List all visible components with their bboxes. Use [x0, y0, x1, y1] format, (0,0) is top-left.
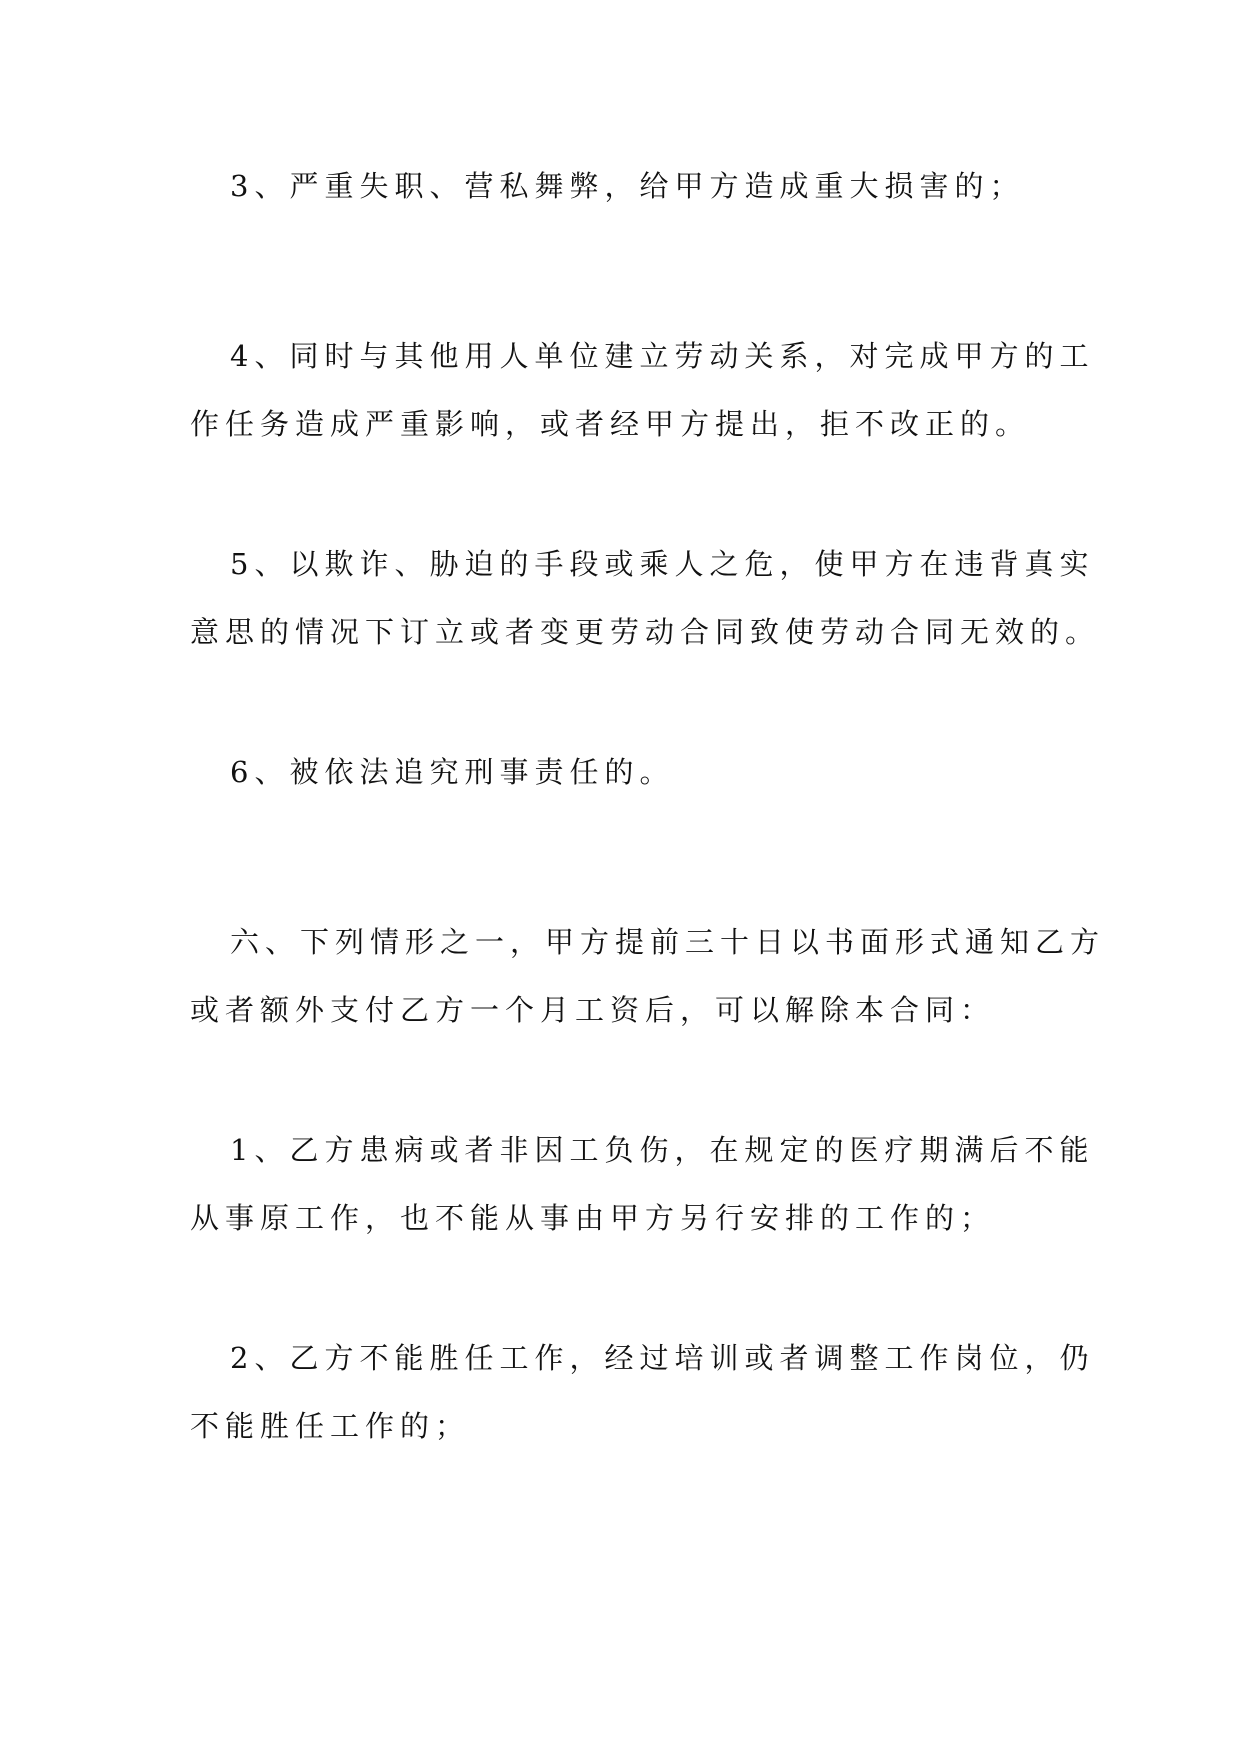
paragraph-line: 6、被依法追究刑事责任的。	[230, 755, 675, 789]
paragraph-line: 六、下列情形之一，甲方提前三十日以书面形式通知乙方	[230, 925, 1106, 959]
paragraph-line: 或者额外支付乙方一个月工资后，可以解除本合同：	[190, 993, 996, 1027]
paragraph-subclause-2	[190, 1324, 1095, 1460]
paragraph-line: 1、乙方患病或者非因工负伤，在规定的医疗期满后不能	[230, 1133, 1095, 1167]
paragraph-line: 4、同时与其他用人单位建立劳动关系，对完成甲方的工	[230, 339, 1095, 373]
paragraph-line: 3、严重失职、营私舞弊，给甲方造成重大损害的；	[230, 169, 1025, 203]
paragraph-line: 2、乙方不能胜任工作，经过培训或者调整工作岗位，仍	[230, 1341, 1095, 1375]
paragraph-clause-4	[190, 322, 1095, 458]
paragraph-clause-6	[190, 738, 1070, 806]
paragraph-subclause-1	[190, 1116, 1095, 1252]
paragraph-clause-5	[190, 530, 1101, 666]
paragraph-section-6	[190, 908, 1106, 1044]
paragraph-line: 意思的情况下订立或者变更劳动合同致使劳动合同无效的。	[190, 615, 1101, 649]
paragraph-line: 作任务造成严重影响，或者经甲方提出，拒不改正的。	[190, 407, 1031, 441]
paragraph-line: 从事原工作，也不能从事由甲方另行安排的工作的；	[190, 1201, 996, 1235]
paragraph-line: 不能胜任工作的；	[190, 1409, 471, 1443]
paragraph-clause-3	[190, 152, 1070, 220]
paragraph-line: 5、以欺诈、胁迫的手段或乘人之危，使甲方在违背真实	[230, 547, 1095, 581]
